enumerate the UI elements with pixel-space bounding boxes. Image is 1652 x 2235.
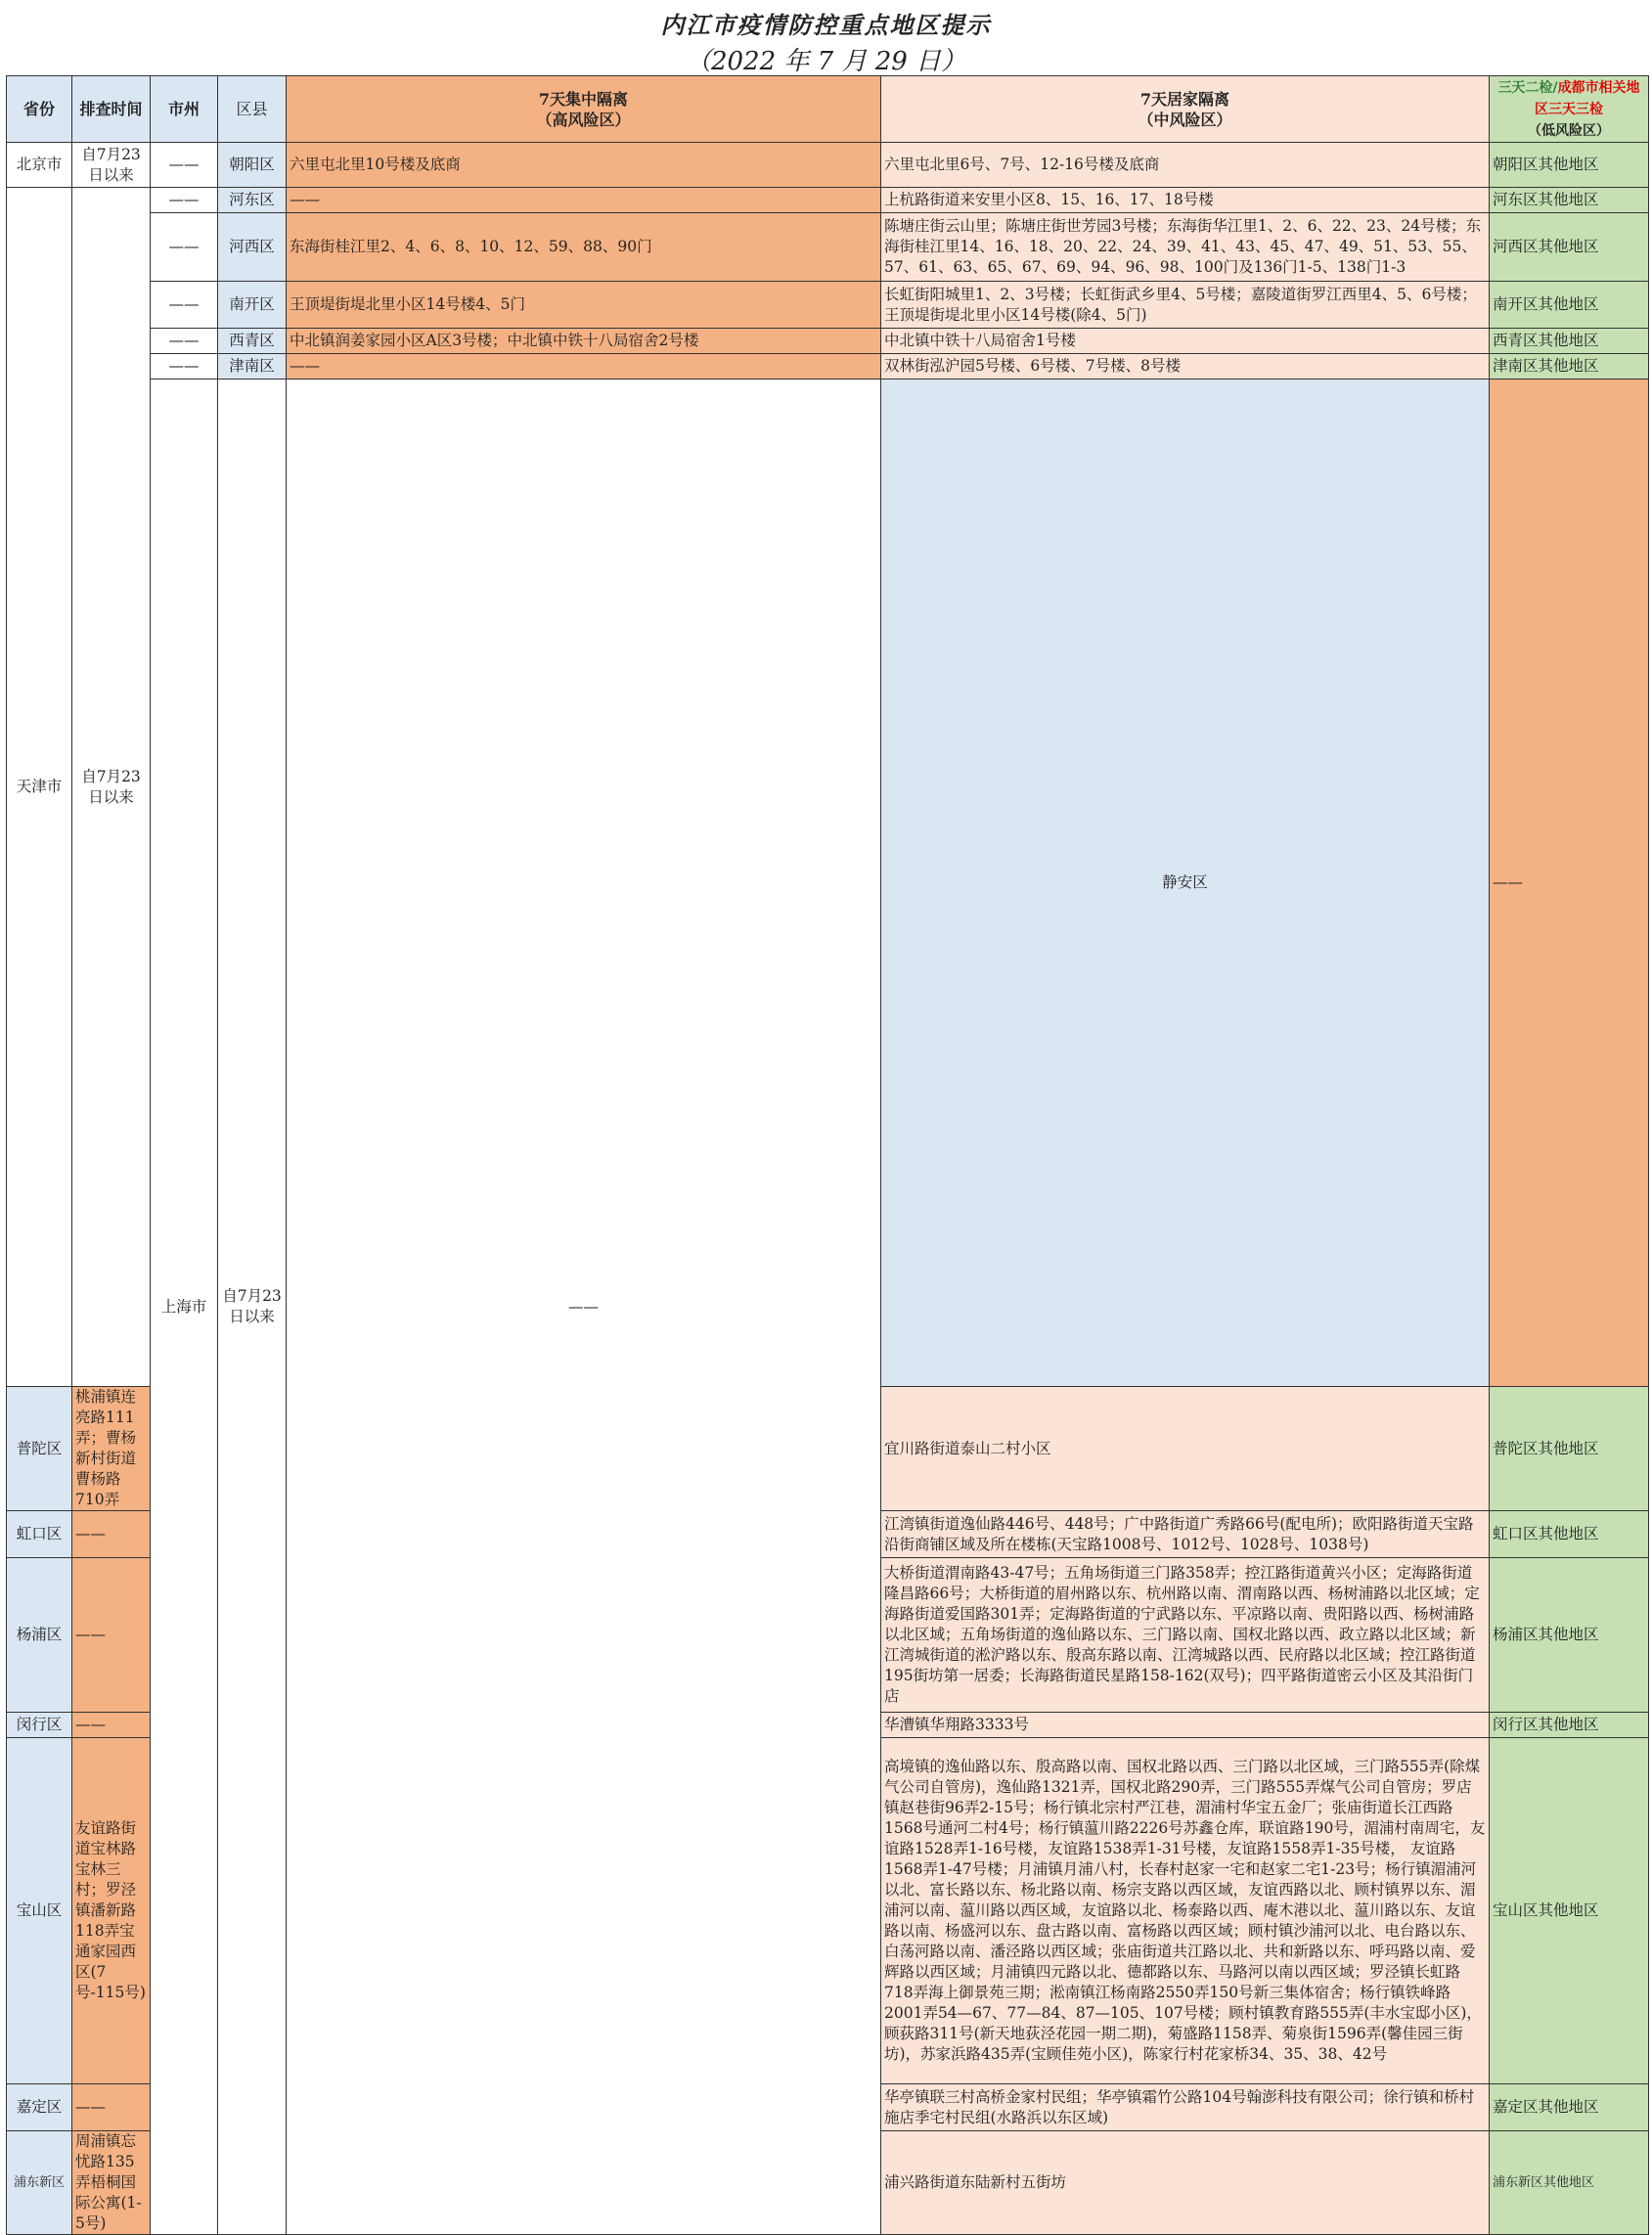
high-risk-cell: —— [287,354,881,380]
district-cell: 西青区 [218,329,287,354]
low-risk-cell: 浦东新区其他地区 [1490,2131,1649,2235]
low-risk-cell: 南开区其他地区 [1490,282,1649,329]
mid-risk-cell: 中北镇中铁十八局宿舍1号楼 [881,329,1490,354]
header-mid-risk [881,76,1490,143]
district-cell: 南开区 [218,282,287,329]
low-risk-cell: 普陀区其他地区 [1490,1387,1649,1511]
low-risk-cell: 杨浦区其他地区 [1490,1558,1649,1713]
header-low-risk-part1: 三天二检/ [1497,79,1558,96]
district-cell: 虹口区 [7,1511,72,1558]
high-risk-cell: 王顶堤街堤北里小区14号楼4、5门 [287,282,881,329]
high-risk-cell: 中北镇润姜家园小区A区3号楼；中北镇中铁十八局宿舍2号楼 [287,329,881,354]
header-low-risk-part3: （低风险区） [1528,122,1610,139]
time-cell: 自7月23日以来 [72,143,151,188]
header-district: 区县 [218,76,287,143]
mid-risk-cell: 上杭路街道来安里小区8、15、16、17、18号楼 [881,188,1490,213]
city-cell: —— [151,143,218,188]
high-risk-cell: 六里屯北里10号楼及底商 [287,143,881,188]
table-row [7,329,1649,354]
header-low-risk-part2: 成都市相关地区三天三检 [1535,79,1640,117]
header-check-time: 排查时间 [72,76,151,143]
header-high-risk-line1: 7天集中隔离 [538,89,629,109]
low-risk-cell: 闵行区其他地区 [1490,1713,1649,1738]
high-risk-cell: —— [287,188,881,213]
header-city: 市州 [151,76,218,143]
city-cell: —— [151,213,218,282]
mid-risk-cell: 浦兴路街道东陆新村五街坊 [881,2131,1490,2235]
low-risk-cell: 西青区其他地区 [1490,329,1649,354]
province-cell: 上海市 [151,380,218,2235]
low-risk-cell: 嘉定区其他地区 [1490,2084,1649,2131]
high-risk-cell: —— [72,1511,151,1558]
header-high-risk-line2: （高风险区） [536,110,631,129]
table-row [7,143,1649,188]
district-cell: 津南区 [218,354,287,380]
district-cell: 宝山区 [7,1738,72,2084]
mid-risk-cell: 宜川路街道泰山二村小区 [881,1387,1490,1511]
low-risk-cell: 津南区其他地区 [1490,354,1649,380]
high-risk-cell: 桃浦镇连亮路111弄；曹杨新村街道曹杨路710弄 [72,1387,151,1511]
low-risk-cell: 河西区其他地区 [1490,213,1649,282]
city-cell: —— [151,188,218,213]
mid-risk-cell: 双林街泓沪园5号楼、6号楼、7号楼、8号楼 [881,354,1490,380]
mid-risk-cell: 华亭镇联三村高桥金家村民组；华亭镇霜竹公路104号翰澎科技有限公司；徐行镇和桥村施店季宅村民组(水路浜以东区域) [881,2084,1490,2131]
province-cell: 北京市 [7,143,72,188]
high-risk-cell: 友谊路街道宝林路宝林三村；罗泾镇潘新路118弄宝通家园西区(7号-115号) [72,1738,151,2084]
low-risk-cell: 河东区其他地区 [1490,188,1649,213]
table-row [7,213,1649,282]
low-risk-cell: 朝阳区其他地区 [1490,143,1649,188]
high-risk-cell: 周浦镇忘忧路135弄梧桐国际公寓(1-5号) [72,2131,151,2235]
header-province: 省份 [7,76,72,143]
risk-area-table [6,75,1649,2235]
district-cell: 静安区 [881,380,1490,1387]
high-risk-cell: —— [72,1558,151,1713]
header-high-risk [287,76,881,143]
mid-risk-cell: 大桥街道渭南路43-47号；五角场街道三门路358弄；控江路街道黄兴小区；定海路街道隆昌路66号；大桥街道的眉州路以东、杭州路以南、渭南路以西、杨树浦路以北区域；定海路街道爱国路301弄；定海路街道的宁武路以东、平凉路以南、贵阳路以西、杨树浦路以北区域；五角场街道的逸仙路以东、三门路以南、国权北路以西、政立路以北区域；新江湾城街道的淞沪路以东、殷高东路以南、江湾城路以西、民府路以北区域；控江路街道195街坊第一居委；长海路街道民星路158-162(双号)；四平路街道密云小区及其沿街门店 [881,1558,1490,1713]
header-mid-risk-line1: 7天居家隔离 [1139,89,1230,109]
city-cell: —— [287,380,881,2235]
time-cell: 自7月23日以来 [72,188,151,1387]
district-cell: 河西区 [218,213,287,282]
page-title: 内江市疫情防控重点地区提示 [660,11,992,39]
mid-risk-cell: 六里屯北里6号、7号、12-16号楼及底商 [881,143,1490,188]
table-row [7,354,1649,380]
province-cell: 天津市 [7,188,72,1387]
mid-risk-cell: 江湾镇街道逸仙路446号、448号；广中路街道广秀路66号(配电所)；欧阳路街道天宝路沿街商铺区域及所在楼栋(天宝路1008号、1012号、1028号、1038号) [881,1511,1490,1558]
low-risk-cell: 虹口区其他地区 [1490,1511,1649,1558]
header-mid-risk-line2: （中风险区） [1138,110,1232,129]
city-cell: —— [151,354,218,380]
table-row [7,188,1649,213]
low-risk-cell: 宝山区其他地区 [1490,1738,1649,2084]
district-cell: 杨浦区 [7,1558,72,1713]
header-row [7,76,1649,143]
district-cell: 嘉定区 [7,2084,72,2131]
header-low-risk [1490,76,1649,143]
mid-risk-cell: 高境镇的逸仙路以东、殷高路以南、国权北路以西、三门路以北区域，三门路555弄(除煤气公司自管房)，逸仙路1321弄，国权北路290弄，三门路555弄煤气公司自管房；罗店镇赵巷街96弄2-15号；杨行镇北宗村严江巷，湄浦村华宝五金厂；张庙街道长江西路1568号通河二村4号；杨行镇蕰川路2226号苏鑫仓库，联谊路190号，湄浦村南周宅，友谊路1528弄1-16号楼，友谊路1538弄1-31号楼，友谊路1558弄1-35号楼， 友谊路1568弄1-47号楼；月浦镇月浦八村，长春村赵家一宅和赵家二宅1-23号；杨行镇湄浦河以北、富长路以东、杨北路以南、杨宗支路以西区域，友谊西路以北、顾村镇界以东、湄浦河以南、蕰川路以西区域，友谊路以北、杨泰路以西、庵木港以北、蕰川路以东、友谊路以南、杨盛河以东、盘古路以南、富杨路以西区域；顾村镇沙浦河以北、电台路以东、白荡河路以南、潘泾路以西区域；张庙街道共江路以北、共和新路以东、呼玛路以南、爱辉路以西区域；月浦镇四元路以北、德都路以东、马路河以南以西区域；罗泾镇长虹路718弄海上御景苑三期；淞南镇江杨南路2550弄150号新三集体宿舍；杨行镇铁峰路2001弄54—67、77—84、87—105、107号楼；顾村镇教育路555弄(丰水宝邸小区)，顾荻路311号(新天地荻泾花园一期二期)，菊盛路1158弄、菊泉街1596弄(馨佳园三街坊)，苏家浜路435弄(宝顾佳苑小区)，陈家行村花家桥34、35、38、42号 [881,1738,1490,2084]
time-cell: 自7月23日以来 [218,380,287,2235]
high-risk-cell: 东海街桂江里2、4、6、8、10、12、59、88、90门 [287,213,881,282]
district-cell: 普陀区 [7,1387,72,1511]
mid-risk-cell: 华漕镇华翔路3333号 [881,1713,1490,1738]
district-cell: 河东区 [218,188,287,213]
city-cell: —— [151,329,218,354]
high-risk-cell: —— [1490,380,1649,1387]
district-cell: 朝阳区 [218,143,287,188]
page-date: （2022 年 7 月 29 日） [685,47,967,76]
table-row [7,282,1649,329]
high-risk-cell: —— [72,2084,151,2131]
district-cell: 浦东新区 [7,2131,72,2235]
mid-risk-cell: 长虹街阳城里1、2、3号楼；长虹街武乡里4、5号楼；嘉陵道街罗江西里4、5、6号楼；王顶堤街堤北里小区14号楼(除4、5门) [881,282,1490,329]
mid-risk-cell: 陈塘庄街云山里；陈塘庄街世芳园3号楼；东海街华江里1、2、6、22、23、24号楼；东海街桂江里14、16、18、20、22、24、39、41、43、45、47、49、51、53、55、57、61、63、65、67、69、94、96、98、100门及136门1-5、138门1-3 [881,213,1490,282]
city-cell: —— [151,282,218,329]
high-risk-cell: —— [72,1713,151,1738]
table-row [7,380,1649,1387]
district-cell: 闵行区 [7,1713,72,1738]
